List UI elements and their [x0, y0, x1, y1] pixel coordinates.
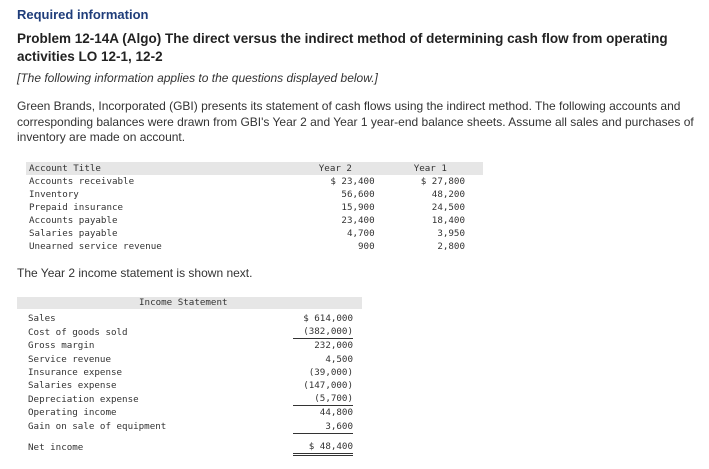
problem-title: Problem 12-14A (Algo) The direct versus the indirect method of determining cash flow from operating activities LO 12-1, 12-2	[17, 31, 668, 64]
table-row	[26, 188, 483, 201]
table-row	[17, 420, 362, 434]
table-row	[26, 201, 483, 214]
year2-value: 15,900	[341, 202, 375, 213]
income-statement	[17, 297, 362, 456]
line-label: Sales	[28, 313, 56, 324]
year2-value: 23,400	[341, 215, 375, 226]
line-label: Salaries expense	[28, 380, 117, 392]
year1-value: 18,400	[431, 215, 465, 226]
line-value: 44,800	[319, 407, 353, 419]
applies-note: [The following information applies to the questions displayed below.]	[17, 71, 378, 85]
account-title: Salaries payable	[29, 228, 118, 239]
table-row	[17, 392, 362, 406]
line-label: Depreciation expense	[28, 393, 139, 405]
line-value: $ 48,400	[293, 440, 353, 456]
line-value: (5,700)	[293, 392, 353, 406]
table-row	[26, 175, 483, 188]
income-statement-heading: Income Statement	[17, 297, 362, 309]
year2-value: 4,700	[346, 228, 375, 239]
table-row	[26, 240, 483, 253]
income-statement-intro: The Year 2 income statement is shown next.	[17, 266, 253, 280]
year1-value: 2,800	[437, 241, 465, 252]
year2-value: $ 23,400	[330, 176, 375, 187]
table-row	[17, 379, 362, 392]
line-label: Gain on sale of equipment	[28, 421, 167, 433]
line-value: 232,000	[314, 340, 353, 352]
table-row	[17, 339, 362, 352]
table-row	[17, 312, 362, 325]
table-row	[26, 227, 483, 240]
line-value: 3,600	[293, 420, 353, 434]
col-account-title: Account Title	[26, 162, 290, 175]
line-label: Gross margin	[28, 340, 95, 352]
year2-value: 56,600	[341, 189, 375, 200]
table-row	[17, 353, 362, 366]
line-value: (382,000)	[293, 325, 353, 339]
year1-value: $ 27,800	[420, 176, 465, 187]
balance-header-row	[26, 162, 483, 175]
account-title: Inventory	[29, 189, 79, 200]
table-row	[17, 366, 362, 379]
table-row	[17, 406, 362, 419]
line-label: Net income	[28, 442, 84, 454]
account-title: Prepaid insurance	[29, 202, 124, 213]
line-value: 4,500	[325, 353, 353, 365]
account-title: Accounts payable	[29, 215, 118, 226]
year1-value: 24,500	[431, 202, 465, 213]
col-year1: Year 1	[378, 162, 483, 175]
line-label: Insurance expense	[28, 366, 123, 378]
year2-value: 900	[358, 241, 375, 252]
col-year2: Year 2	[290, 162, 377, 175]
year1-value: 3,950	[437, 228, 465, 239]
problem-intro: Green Brands, Incorporated (GBI) presents its statement of cash flows using the indirect method. The following accounts and corresponding balances were drawn from GBI's Year 2 and Year 1 year-end balance sheets. Assume all sales and purchases of inventory are made on account.	[17, 99, 694, 144]
line-label: Operating income	[28, 407, 117, 419]
line-value: (147,000)	[303, 380, 353, 392]
account-title: Accounts receivable	[29, 176, 135, 187]
line-value: (39,000)	[308, 366, 353, 378]
line-value: $ 614,000	[303, 313, 353, 324]
required-information-heading: Required information	[17, 7, 149, 22]
table-row	[17, 440, 362, 456]
line-label: Service revenue	[28, 353, 111, 365]
income-statement-table	[17, 312, 362, 456]
balance-sheet-table	[26, 162, 483, 253]
table-row	[26, 214, 483, 227]
line-label: Cost of goods sold	[28, 326, 128, 338]
account-title: Unearned service revenue	[29, 241, 162, 252]
table-row	[17, 325, 362, 339]
year1-value: 48,200	[431, 189, 465, 200]
